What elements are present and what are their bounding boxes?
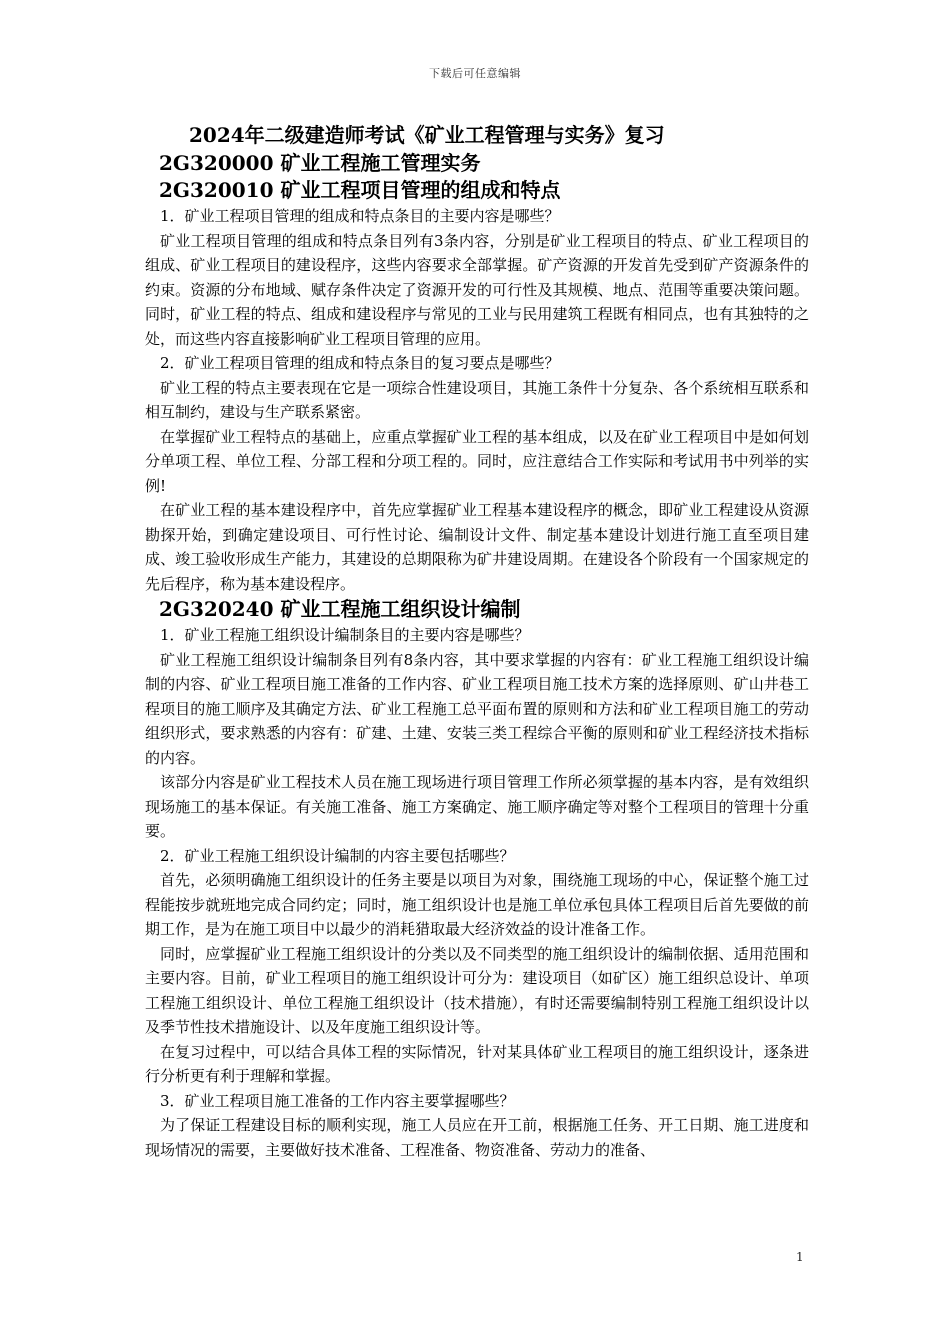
question-paragraph: 3．矿业工程项目施工准备的工作内容主要掌握哪些？: [160, 1091, 515, 1110]
body-paragraph: 矿业工程的特点主要表现在它是一项综合性建设项目，其施工条件十分复杂、各个系统相互联系和相互制约，建设与生产联系紧密。: [145, 378, 809, 421]
body-paragraph: 在掌握矿业工程特点的基础上，应重点掌握矿业工程的基本组成，以及在矿业工程项目中是如何划分单项工程、单位工程、分部工程和分项工程的。同时，应注意结合工作实际和考试用书中列举的实例!: [145, 427, 809, 495]
body-paragraph: 首先，必须明确施工组织设计的任务主要是以项目为对象，围绕施工现场的中心，保证整个施工过程能按步就班地完成合同约定；同时，施工组织设计也是施工单位承包具体工程项目后首先要做的前期工作，是为在施工项目中以最少的消耗猎取最大经济效益的设计准备工作。: [145, 871, 809, 938]
body-paragraph: 在矿业工程的基本建设程序中，首先应掌握矿业工程基本建设程序的概念，即矿业工程建设从资源勘探开始，到确定建设项目、可行性讨论、编制设计文件、制定基本建设计划进行施工直至项目建成、竣工验收形成生产能力，其建设的总期限称为矿井建设周期。在建设各个阶段有一个国家规定的先后程序，称为基本建设程序。: [145, 501, 809, 593]
header-note: 下载后可任意编辑: [429, 67, 521, 80]
body-paragraph: 矿业工程项目管理的组成和特点条目列有3条内容，分别是矿业工程项目的特点、矿业工程项目的组成、矿业工程项目的建设程序，这些内容要求全部掌握。矿产资源的开发首先受到矿产资源条件的约束。资源的分布地域、赋存条件决定了资源开发的可行性及其规模、地点、范围等重要决策问题。同时，矿业工程的特点、组成和建设程序与常见的工业与民用建筑工程既有相同点，也有其独特的之处，而这些内容直接影响矿业工程项目管理的应用。: [145, 231, 809, 348]
section-heading-2g320000: 2G320000 矿业工程施工管理实务: [159, 151, 481, 175]
section-heading-2g320010: 2G320010 矿业工程项目管理的组成和特点: [159, 178, 561, 202]
body-paragraph: 同时，应掌握矿业工程施工组织设计的分类以及不同类型的施工组织设计的编制依据、适用范围和主要内容。目前，矿业工程项目的施工组织设计可分为：建设项目（如矿区）施工组织总设计、单项工程施工组织设计、单位工程施工组织设计（技术措施），有时还需要编制特别工程施工组织设计以及季节性技术措施设计、以及年度施工组织设计等。: [145, 944, 809, 1036]
page-number: 1: [796, 1250, 804, 1264]
question-paragraph: 1．矿业工程项目管理的组成和特点条目的主要内容是哪些？: [160, 207, 560, 225]
document-title: 2024年二级建造师考试《矿业工程管理与实务》复习: [189, 123, 665, 147]
document-body: [145, 120, 809, 1162]
body-paragraph: 矿业工程施工组织设计编制条目列有8条内容，其中要求掌握的内容有：矿业工程施工组织设计编制的内容、矿业工程项目施工准备的工作内容、矿业工程项目施工技术方案的选择原则、矿山井巷工程项目的施工顺序及其确定方法、矿业工程施工总平面布置的原则和方法和矿业工程项目施工的劳动组织形式，要求熟悉的内容有：矿建、土建、安装三类工程综合平衡的原则和矿业工程经济技术指标的内容。: [145, 650, 809, 767]
question-paragraph: 2．矿业工程施工组织设计编制的内容主要包括哪些？: [160, 846, 515, 865]
section-heading-2g320240: 2G320240 矿业工程施工组织设计编制: [159, 597, 521, 621]
body-paragraph: 为了保证工程建设目标的顺利实现，施工人员应在开工前，根据施工任务、开工日期、施工进度和现场情况的需要，主要做好技术准备、工程准备、物资准备、劳动力的准备、: [145, 1116, 809, 1159]
body-paragraph: 该部分内容是矿业工程技术人员在施工现场进行项目管理工作所必须掌握的基本内容，是有效组织现场施工的基本保证。有关施工准备、施工方案确定、施工顺序确定等对整个工程项目的管理十分重要。: [145, 773, 809, 840]
body-paragraph: 在复习过程中，可以结合具体工程的实际情况，针对某具体矿业工程项目的施工组织设计，逐条进行分析更有利于理解和掌握。: [145, 1042, 809, 1085]
question-paragraph: 2．矿业工程项目管理的组成和特点条目的复习要点是哪些？: [160, 354, 560, 372]
question-paragraph: 1．矿业工程施工组织设计编制条目的主要内容是哪些？: [160, 626, 530, 644]
